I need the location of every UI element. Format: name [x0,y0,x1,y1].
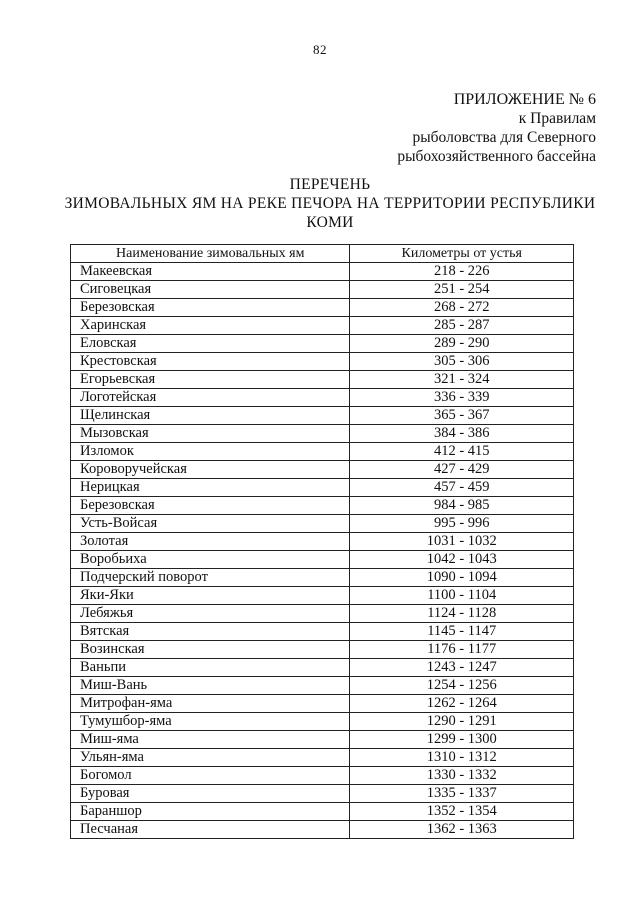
pit-name-cell: Возинская [71,641,350,659]
km-range-cell: 1145 - 1147 [350,623,574,641]
pit-name-cell: Бараншор [71,803,350,821]
km-range-cell: 1176 - 1177 [350,641,574,659]
pit-name-cell: Вятская [71,623,350,641]
column-header-km: Километры от устья [350,245,574,263]
table-row [71,821,574,839]
pit-name-cell: Подчерский поворот [71,569,350,587]
table-row [71,317,574,335]
km-range-cell: 336 - 339 [350,389,574,407]
km-range-cell: 1362 - 1363 [350,821,574,839]
pit-name-cell: Митрофан-яма [71,695,350,713]
km-range-cell: 1090 - 1094 [350,569,574,587]
pit-name-cell: Березовская [71,497,350,515]
km-range-cell: 218 - 226 [350,263,574,281]
pit-name-cell: Лебяжья [71,605,350,623]
km-range-cell: 1243 - 1247 [350,659,574,677]
pit-name-cell: Егорьевская [71,371,350,389]
km-range-cell: 384 - 386 [350,425,574,443]
pit-name-cell: Буровая [71,785,350,803]
column-header-name: Наименование зимовальных ям [71,245,350,263]
table-row [71,461,574,479]
pit-name-cell: Тумушбор-яма [71,713,350,731]
pit-name-cell: Миш-яма [71,731,350,749]
table-row [71,605,574,623]
table-row [71,443,574,461]
pit-name-cell: Усть-Войсая [71,515,350,533]
appendix-line-4: рыбохозяйственного бассейна [397,148,596,165]
pit-name-cell: Короворучейская [71,461,350,479]
table-row [71,299,574,317]
km-range-cell: 289 - 290 [350,335,574,353]
table-row [71,587,574,605]
km-range-cell: 365 - 367 [350,407,574,425]
pit-name-cell: Яки-Яки [71,587,350,605]
heading-line-2: ЗИМОВАЛЬНЫХ ЯМ НА РЕКЕ ПЕЧОРА НА ТЕРРИТОРИИ РЕСПУБЛИКИ [64,195,596,212]
table-row [71,803,574,821]
pit-name-cell: Щелинская [71,407,350,425]
pit-name-cell: Нерицкая [71,479,350,497]
km-range-cell: 1124 - 1128 [350,605,574,623]
table-row [71,425,574,443]
km-range-cell: 1310 - 1312 [350,749,574,767]
km-range-cell: 305 - 306 [350,353,574,371]
table-row [71,551,574,569]
km-range-cell: 1299 - 1300 [350,731,574,749]
appendix-line-3: рыболовства для Северного [412,129,596,146]
pit-name-cell: Березовская [71,299,350,317]
table-row [71,677,574,695]
km-range-cell: 285 - 287 [350,317,574,335]
pit-name-cell: Песчаная [71,821,350,839]
km-range-cell: 1100 - 1104 [350,587,574,605]
km-range-cell: 427 - 429 [350,461,574,479]
page-number: 82 [313,42,327,57]
pit-name-cell: Крестовская [71,353,350,371]
table-row [71,695,574,713]
table-row [71,659,574,677]
table-row [71,641,574,659]
km-range-cell: 1031 - 1032 [350,533,574,551]
table-row [71,389,574,407]
table-row [71,623,574,641]
km-range-cell: 251 - 254 [350,281,574,299]
table-body [71,263,574,839]
pit-name-cell: Богомол [71,767,350,785]
table-row [71,497,574,515]
km-range-cell: 1330 - 1332 [350,767,574,785]
km-range-cell: 1262 - 1264 [350,695,574,713]
pit-name-cell: Золотая [71,533,350,551]
table-row [71,713,574,731]
km-range-cell: 457 - 459 [350,479,574,497]
table-row [71,569,574,587]
table-row [71,263,574,281]
km-range-cell: 1042 - 1043 [350,551,574,569]
pit-name-cell: Ваньпи [71,659,350,677]
appendix-title: ПРИЛОЖЕНИЕ № 6 [453,91,596,108]
appendix-line-2: к Правилам [518,110,596,127]
table-row [71,479,574,497]
table-row [71,731,574,749]
pit-name-cell: Еловская [71,335,350,353]
pit-name-cell: Харинская [71,317,350,335]
table-header-row [71,245,574,263]
wintering-pits-table [70,244,574,839]
table-row [71,749,574,767]
heading-line-1: ПЕРЕЧЕНЬ [289,176,371,193]
km-range-cell: 1254 - 1256 [350,677,574,695]
km-range-cell: 268 - 272 [350,299,574,317]
table-row [71,335,574,353]
pit-name-cell: Макеевская [71,263,350,281]
km-range-cell: 1352 - 1354 [350,803,574,821]
km-range-cell: 1335 - 1337 [350,785,574,803]
pit-name-cell: Сиговецкая [71,281,350,299]
pit-name-cell: Логотейская [71,389,350,407]
km-range-cell: 984 - 985 [350,497,574,515]
heading-line-3: КОМИ [306,214,354,231]
pit-name-cell: Мызовская [71,425,350,443]
table-row [71,767,574,785]
table-row [71,407,574,425]
pit-name-cell: Миш-Вань [71,677,350,695]
table-row [71,785,574,803]
pit-name-cell: Изломок [71,443,350,461]
table-row [71,353,574,371]
table-row [71,515,574,533]
km-range-cell: 995 - 996 [350,515,574,533]
document-heading [60,175,600,232]
table-row [71,281,574,299]
km-range-cell: 1290 - 1291 [350,713,574,731]
table-row [71,533,574,551]
table-row [71,371,574,389]
pit-name-cell: Воробьиха [71,551,350,569]
km-range-cell: 412 - 415 [350,443,574,461]
pit-name-cell: Ульян-яма [71,749,350,767]
km-range-cell: 321 - 324 [350,371,574,389]
appendix-header [397,90,596,166]
